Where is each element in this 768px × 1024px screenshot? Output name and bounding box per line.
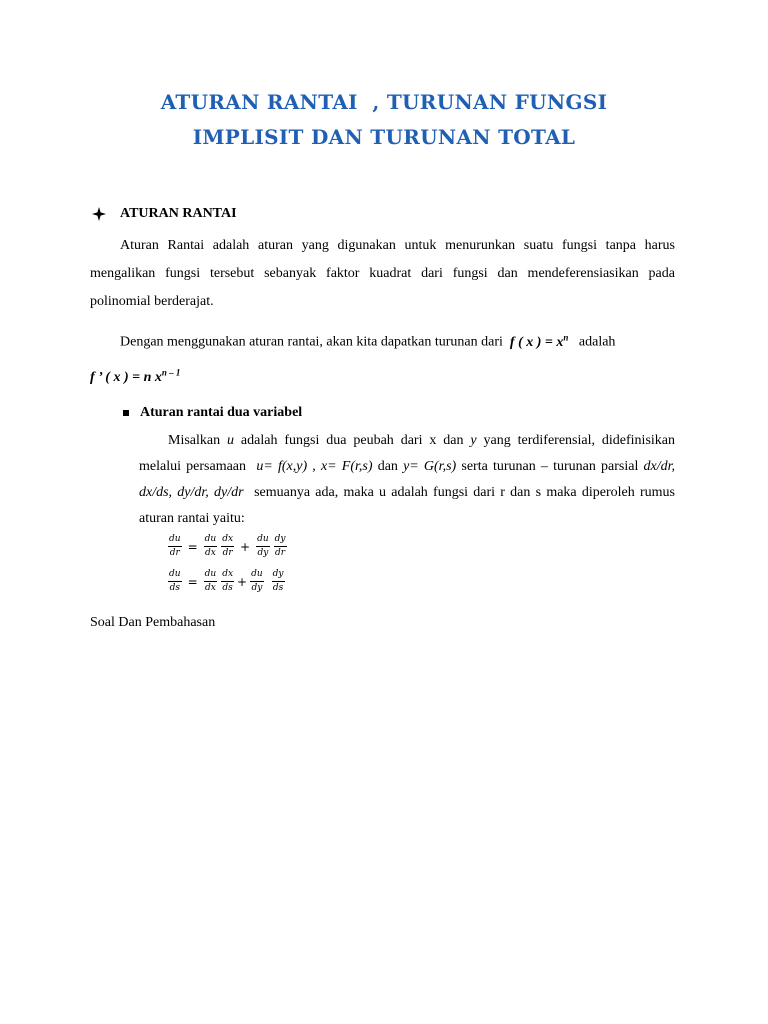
sub-text-a: Misalkan: [168, 433, 221, 448]
fraction-numerator: du: [168, 534, 182, 547]
subsection-heading-label: Aturan rantai dua variabel: [140, 405, 303, 420]
fraction-denominator: dx: [204, 583, 216, 593]
fraction-numerator: dy: [272, 569, 285, 582]
sub-text-f: semuanya ada, maka u adalah fungsi dari r dan s maka diperoleh rumus aturan rantai yaitu:: [139, 485, 675, 526]
fraction-denominator: dy: [251, 583, 263, 593]
function-exponent: n: [563, 332, 569, 342]
closing-heading: Soal Dan Pembahasan: [90, 615, 216, 630]
equation-u-x: u= f(x,y) , x= F(r,s): [256, 459, 373, 474]
variable-u: u: [227, 433, 235, 448]
fraction-numerator: dy: [274, 534, 287, 547]
sub-text-d: dan: [377, 459, 398, 474]
derivative-expression-base: f ’ ( x ) = n x: [90, 370, 162, 386]
equals-sign: =: [187, 574, 198, 589]
diamond-bullet-icon: [92, 207, 106, 221]
sub-text-e: serta turunan – turunan parsial: [461, 459, 639, 474]
paragraph-derivative-text: Dengan menggunakan aturan rantai, akan kita dapatkan turunan dari: [120, 334, 503, 350]
fraction-numerator: du: [204, 569, 218, 582]
document-title-line-2: IMPLISIT DAN TURUNAN TOTAL: [192, 125, 576, 149]
fraction: [272, 569, 285, 594]
sub-text-b: adalah fungsi dua peubah dari x dan: [240, 433, 464, 448]
fraction: [221, 569, 234, 594]
fraction-denominator: dr: [275, 548, 286, 558]
sub-text-c: yang terdiferensial, didefinisikan melalui persamaan: [139, 433, 675, 474]
fraction: [204, 534, 218, 559]
fraction-numerator: du: [250, 569, 264, 582]
document-title-line-1: ATURAN RANTAI , TURUNAN FUNGSI: [160, 90, 608, 114]
fraction-numerator: du: [256, 534, 270, 547]
fraction-denominator: ds: [272, 583, 284, 593]
subsection-heading: [123, 405, 302, 421]
fraction-denominator: dy: [257, 548, 269, 558]
function-expression: [509, 332, 569, 350]
paragraph-definition: Aturan Rantai adalah aturan yang digunakan untuk menurunkan suatu fungsi tanpa harus mengalikan fungsi tersebut sebanyak faktor kuadrat dari fungsi dan mendeferensiasikan pada polinomial berderajat.: [90, 238, 675, 309]
equals-sign: =: [187, 539, 198, 554]
chain-rule-formula-r: [166, 534, 289, 559]
fraction-numerator: dx: [221, 569, 234, 582]
fraction: [274, 534, 287, 559]
fraction-denominator: dx: [204, 548, 216, 558]
derivative-expression: [90, 367, 181, 386]
function-expression-base: f ( x ) = x: [509, 334, 564, 350]
fraction-denominator: dr: [222, 548, 233, 558]
fraction-denominator: ds: [169, 583, 180, 593]
partial-derivatives: dx/dr, dx/ds, dy/dr, dy/dr: [139, 459, 676, 500]
fraction: [204, 569, 218, 594]
section-heading-label: ATURAN RANTAI: [120, 206, 237, 221]
paragraph-derivative-adalah: adalah: [578, 334, 616, 350]
fraction-numerator: dx: [221, 534, 234, 547]
chain-rule-formula-s: [166, 569, 287, 594]
section-heading: [92, 203, 237, 225]
square-bullet-icon: [123, 410, 129, 416]
fraction-numerator: du: [168, 569, 182, 582]
subsection-paragraph: [139, 428, 675, 532]
fraction: [250, 569, 264, 594]
fraction-numerator: du: [204, 534, 218, 547]
fraction: [256, 534, 270, 559]
plus-sign: +: [237, 574, 248, 589]
fraction: [168, 534, 182, 559]
equation-y: y= G(r,s): [403, 459, 457, 474]
fraction-denominator: ds: [222, 583, 233, 593]
fraction: [221, 534, 234, 559]
variable-y: y: [470, 433, 477, 448]
plus-sign: +: [240, 539, 251, 554]
derivative-exponent: n – 1: [161, 367, 181, 378]
paragraph-derivative: [90, 322, 675, 393]
fraction: [168, 569, 182, 594]
fraction-denominator: dr: [169, 548, 180, 558]
